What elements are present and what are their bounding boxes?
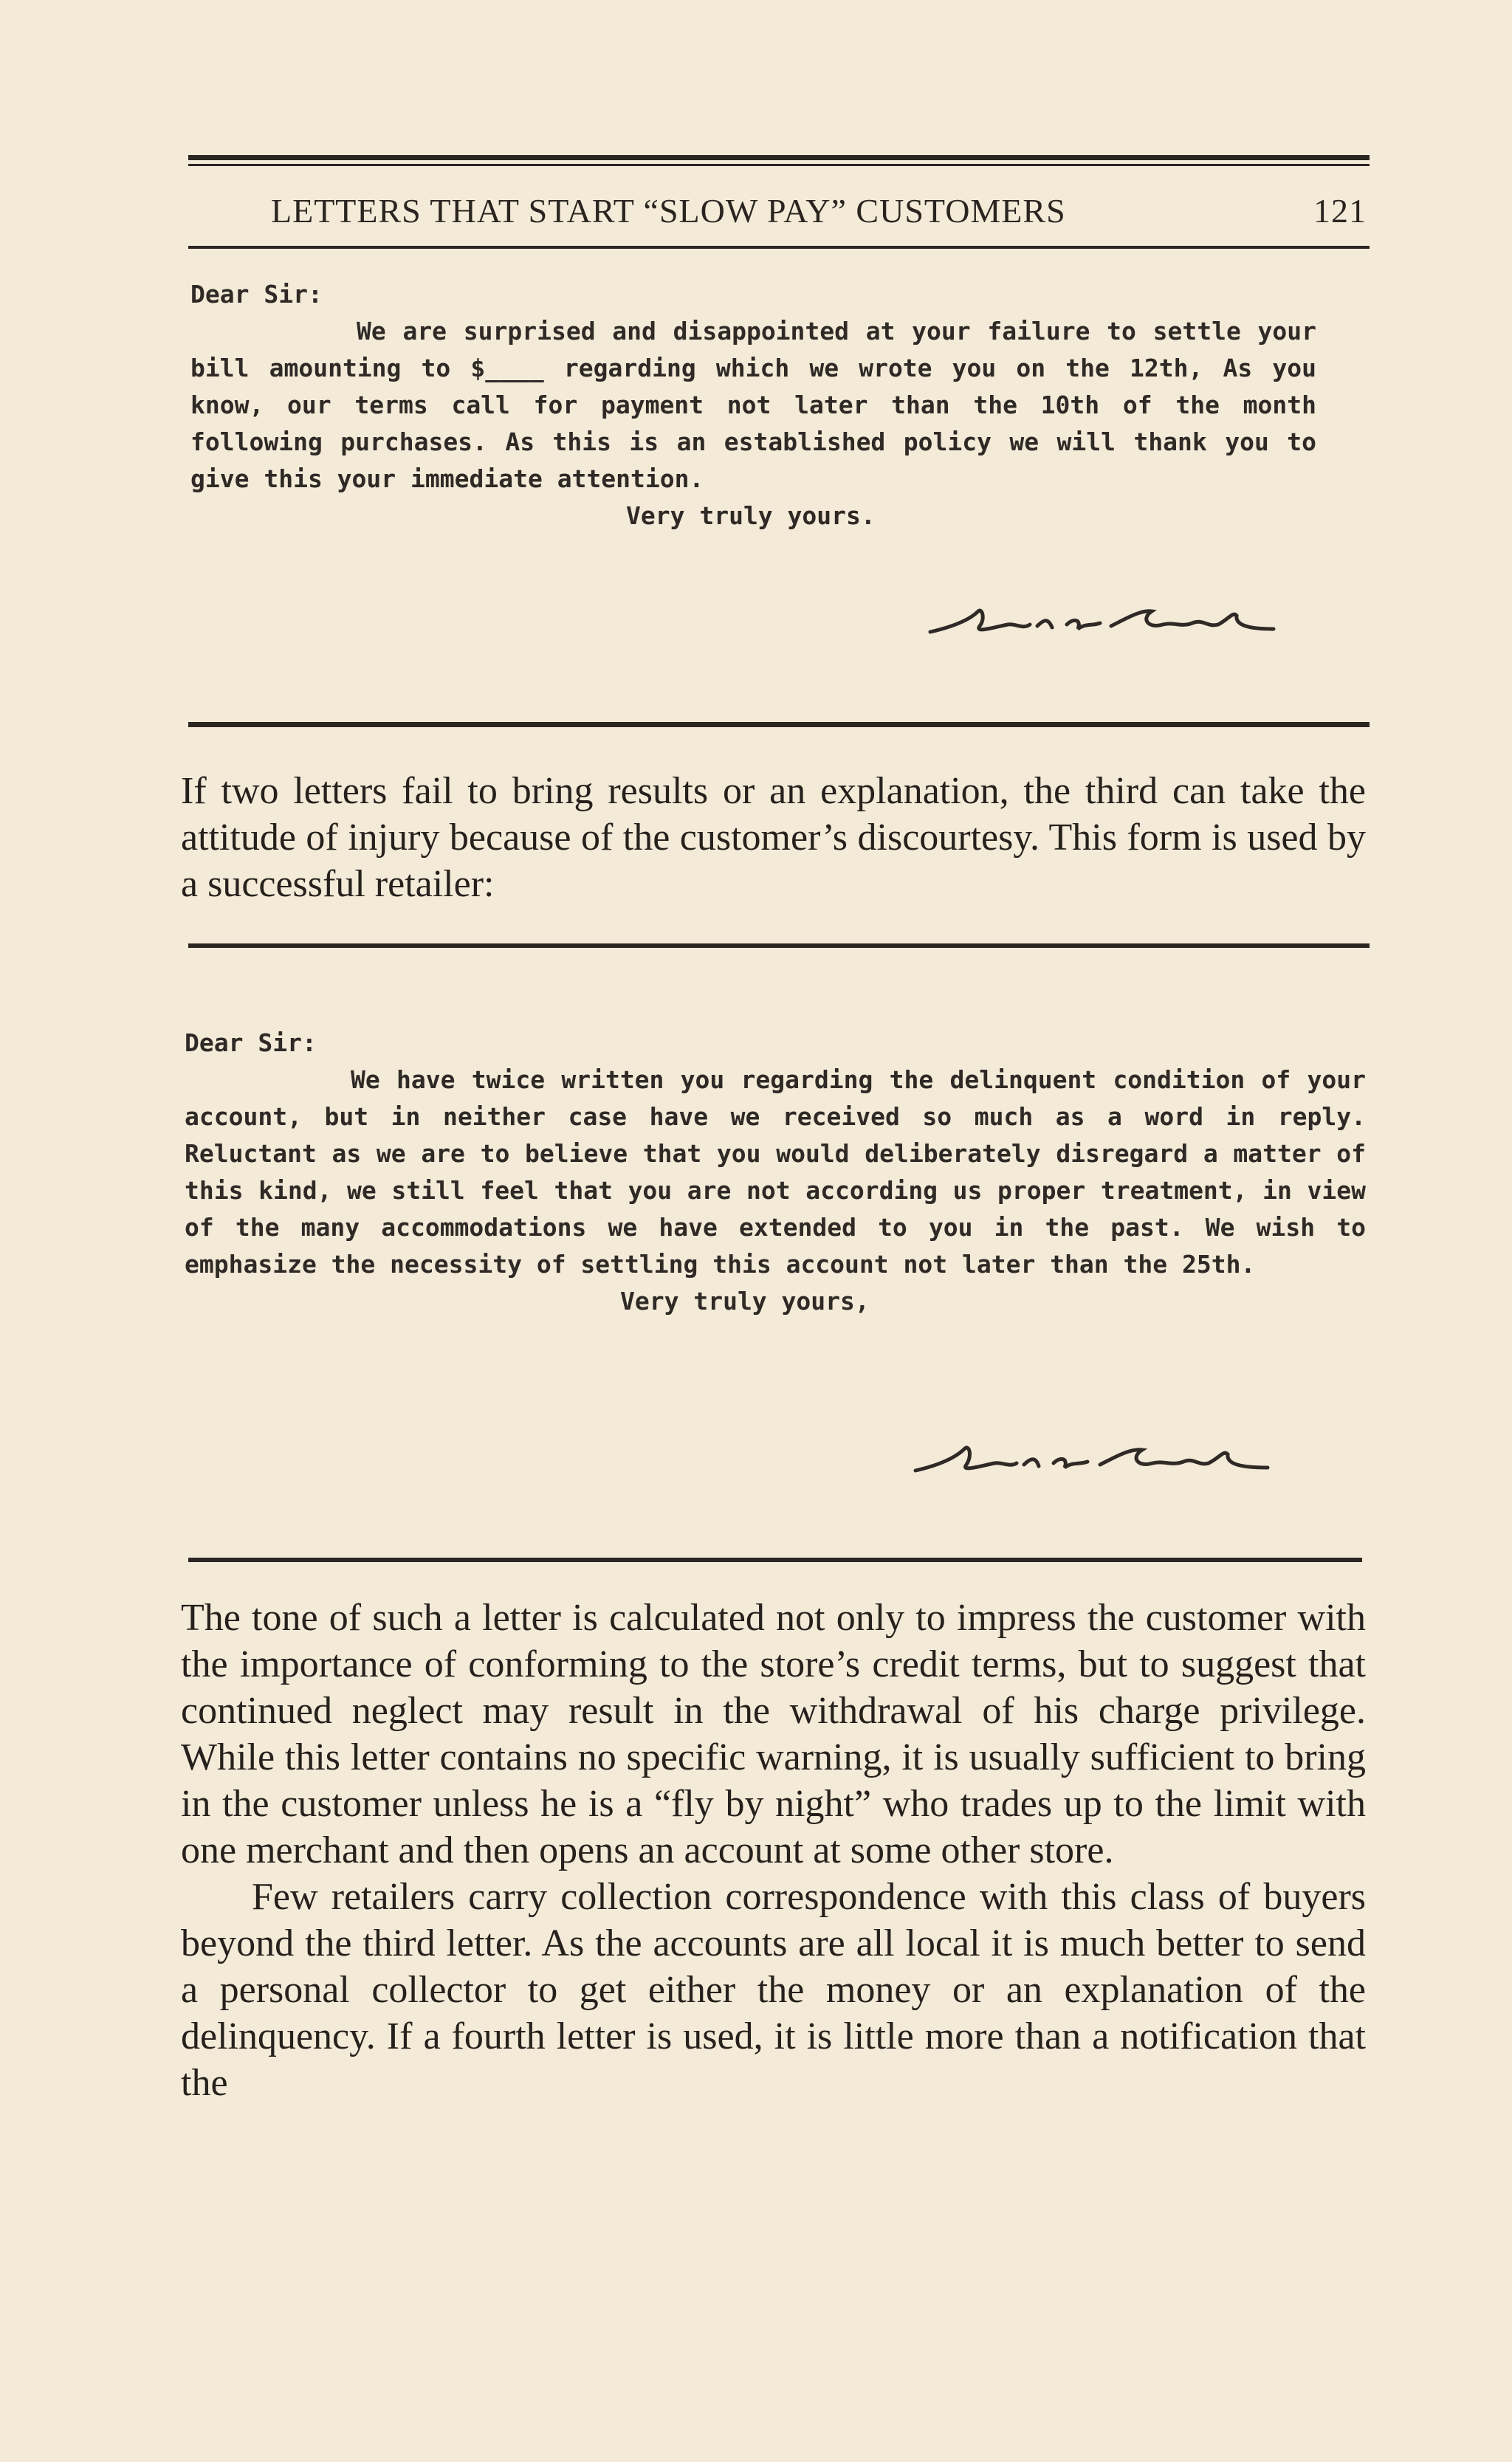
header-top-thin-rule <box>188 164 1370 166</box>
letter-1-body: We are surprised and disappointed at your failure to settle your bill amounting to $____ regarding which we wrote you on the 12th, As you know, our terms call for payment not later than the 10th of the month following purchases. As this is an established policy we will thank you to give this your immediate attention. <box>190 317 1316 493</box>
letter-2-closing: Very truly yours, <box>620 1287 870 1316</box>
letter-1-closing: Very truly yours. <box>626 501 876 530</box>
running-header-title: LETTERS THAT START “SLOW PAY” CUSTOMERS <box>271 191 1066 230</box>
letter-1-signature <box>927 596 1281 648</box>
sample-letter-1 <box>190 276 1316 534</box>
paragraph-2-text: The tone of such a letter is calculated not only to impress the customer with the importance of conforming to the store’s credit terms, but to suggest that continued neglect may result in the withdrawal of his charge privilege. While this letter contains no specific warning, it is usually sufficient to bring in the customer unless he is a “fly by night” who trades up to the limit with one merchant and then opens an account at some other store. <box>181 1597 1366 1871</box>
paragraph-1-text: If two letters fail to bring results or an explanation, the third can take the attitude of injury because of the customer’s discourtesy. This form is used by a successful retailer: <box>181 770 1366 905</box>
section-rule-1 <box>188 722 1370 727</box>
header-top-rule <box>188 155 1370 160</box>
section-rule-2 <box>188 943 1370 948</box>
narrative-paragraph-1 <box>181 768 1366 907</box>
header-bottom-rule <box>188 246 1370 249</box>
letter-2-signature <box>912 1434 1274 1485</box>
letter-2-body: We have twice written you regarding the delinquent condition of your account, but in neither case have we received so much as a word in reply. Reluctant as we are to believe that you would deliberately disregard a matter of this kind, we still feel that you are not according us proper treatment, in view of the many accommodations we have extended to you in the past. We wish to emphasize the necessity of settling this account not later than the 25th. <box>185 1065 1366 1279</box>
paragraph-3-text: Few retailers carry collection correspondence with this class of buyers beyond the third letter. As the accounts are all local it is much better to send a personal collector to get either the money or an explanation of the delinquency. If a fourth letter is used, it is little more than a notification that the <box>181 1876 1366 2104</box>
letter-1-salutation: Dear Sir: <box>190 280 323 309</box>
narrative-body <box>181 1595 1366 2106</box>
section-rule-3 <box>188 1558 1362 1562</box>
running-header <box>188 177 1370 244</box>
sample-letter-2 <box>185 1025 1366 1320</box>
letter-2-salutation: Dear Sir: <box>185 1028 317 1057</box>
page-number: 121 <box>1313 191 1367 230</box>
